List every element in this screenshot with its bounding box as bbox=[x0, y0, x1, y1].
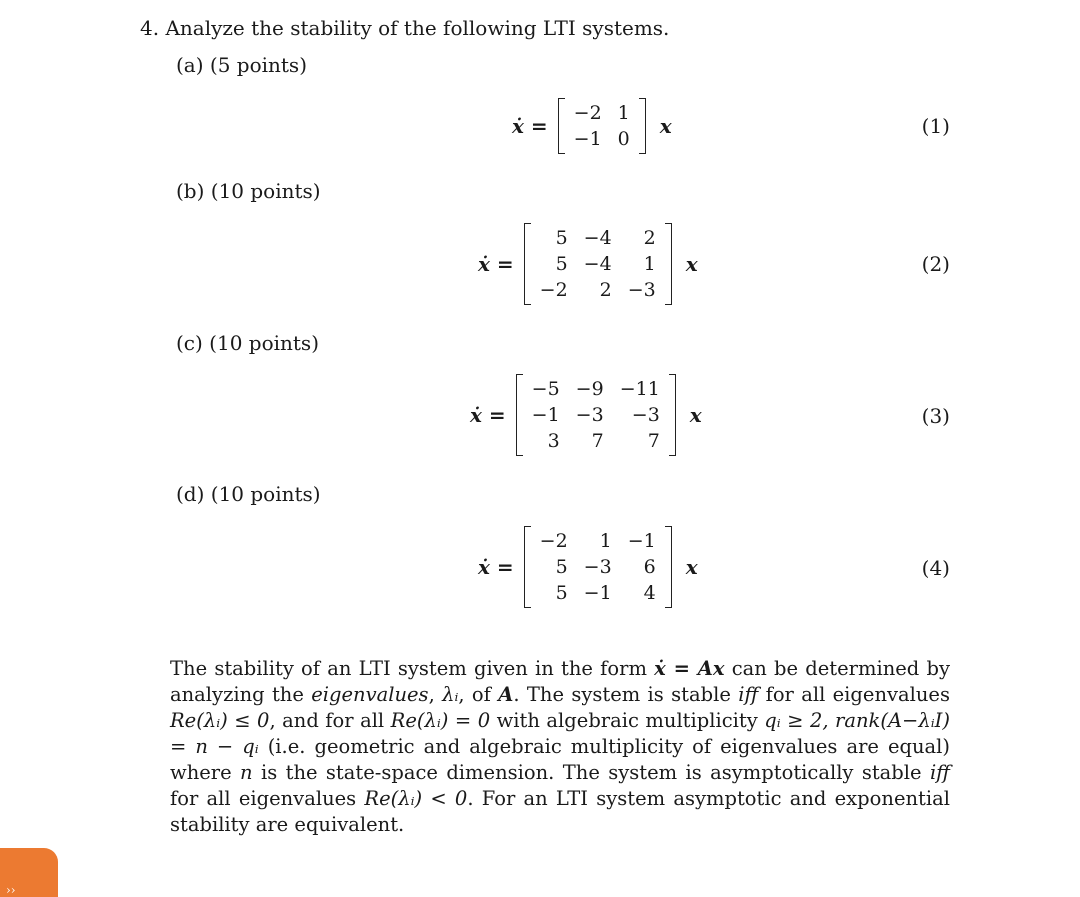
matrix-cell: 5 bbox=[555, 582, 568, 604]
matrix-cell: 2 bbox=[643, 227, 656, 249]
matrix-cell: −4 bbox=[583, 253, 612, 275]
matrix-cell: −3 bbox=[575, 404, 604, 426]
matrix-3 bbox=[516, 376, 676, 454]
state-derivative: ẋ = bbox=[478, 555, 514, 579]
matrix-cell: 1 bbox=[617, 102, 630, 124]
expand-tab-button[interactable] bbox=[0, 848, 58, 897]
equation-number-1: (1) bbox=[921, 114, 950, 138]
matrix-cell: 1 bbox=[599, 530, 612, 552]
matrix-cell: −2 bbox=[539, 530, 568, 552]
matrix-cell: −1 bbox=[627, 530, 656, 552]
matrix-cell: −4 bbox=[583, 227, 612, 249]
equation-number-4: (4) bbox=[921, 556, 950, 580]
matrix-cell: −1 bbox=[583, 582, 612, 604]
matrix-cell: 2 bbox=[599, 279, 612, 301]
equation-1 bbox=[512, 100, 672, 152]
equation-4 bbox=[478, 528, 698, 606]
chevrons-icon: ›› bbox=[6, 883, 16, 897]
matrix-cell: 4 bbox=[643, 582, 656, 604]
part-a-label: (a) (5 points) bbox=[176, 53, 307, 77]
equation-number-3: (3) bbox=[921, 404, 950, 428]
part-b-label: (b) (10 points) bbox=[176, 179, 321, 203]
part-c-label: (c) (10 points) bbox=[176, 331, 319, 355]
state-vector: x bbox=[685, 252, 698, 276]
matrix-4 bbox=[524, 528, 672, 606]
matrix-cell: 6 bbox=[643, 556, 656, 578]
matrix-cell: −2 bbox=[573, 102, 602, 124]
matrix-cell: 0 bbox=[617, 128, 630, 150]
matrix-cell: −5 bbox=[531, 378, 560, 400]
part-d-label: (d) (10 points) bbox=[176, 482, 321, 506]
matrix-cell: −1 bbox=[573, 128, 602, 150]
matrix-cell: 5 bbox=[555, 556, 568, 578]
state-derivative: ẋ = bbox=[470, 403, 506, 427]
state-vector: x bbox=[659, 114, 672, 138]
matrix-cell: −2 bbox=[539, 279, 568, 301]
matrix-cell: −1 bbox=[531, 404, 560, 426]
equation-number-2: (2) bbox=[921, 252, 950, 276]
matrix-cell: 3 bbox=[547, 430, 560, 452]
matrix-cell: −9 bbox=[575, 378, 604, 400]
matrix-cell: 5 bbox=[555, 253, 568, 275]
matrix-2 bbox=[524, 225, 672, 303]
matrix-cell: −3 bbox=[583, 556, 612, 578]
state-vector: x bbox=[689, 403, 702, 427]
stability-explanation: The stability of an LTI system given in the form ẋ = Ax can be determined by analyzing the eigenvalues, λᵢ, of A. The system is stable iff for all eigenvalues Re(λᵢ) ≤ 0, and for all Re(λᵢ) = 0 with algebraic multiplicity qᵢ ≥ 2, rank(A−λᵢI) = n − qᵢ (i.e. geometric and algebraic multiplicity of eigenvalues are equal) where n is the state-space dimension. The system is asymptotically stable iff for all eigenvalues Re(λᵢ) < 0. For an LTI system asymptotic and exponential stability are equivalent. bbox=[170, 657, 950, 836]
matrix-cell: 1 bbox=[643, 253, 656, 275]
state-derivative: ẋ = bbox=[512, 114, 548, 138]
equation-3 bbox=[470, 376, 702, 454]
matrix-cell: 5 bbox=[555, 227, 568, 249]
question-heading: 4. Analyze the stability of the following LTI systems. bbox=[140, 16, 670, 40]
matrix-cell: −3 bbox=[631, 404, 660, 426]
matrix-cell: −3 bbox=[627, 279, 656, 301]
equation-2 bbox=[478, 225, 698, 303]
matrix-cell: 7 bbox=[647, 430, 660, 452]
matrix-cell: −11 bbox=[619, 378, 660, 400]
state-vector: x bbox=[685, 555, 698, 579]
matrix-1 bbox=[558, 100, 646, 152]
matrix-cell: 7 bbox=[591, 430, 604, 452]
state-derivative: ẋ = bbox=[478, 252, 514, 276]
